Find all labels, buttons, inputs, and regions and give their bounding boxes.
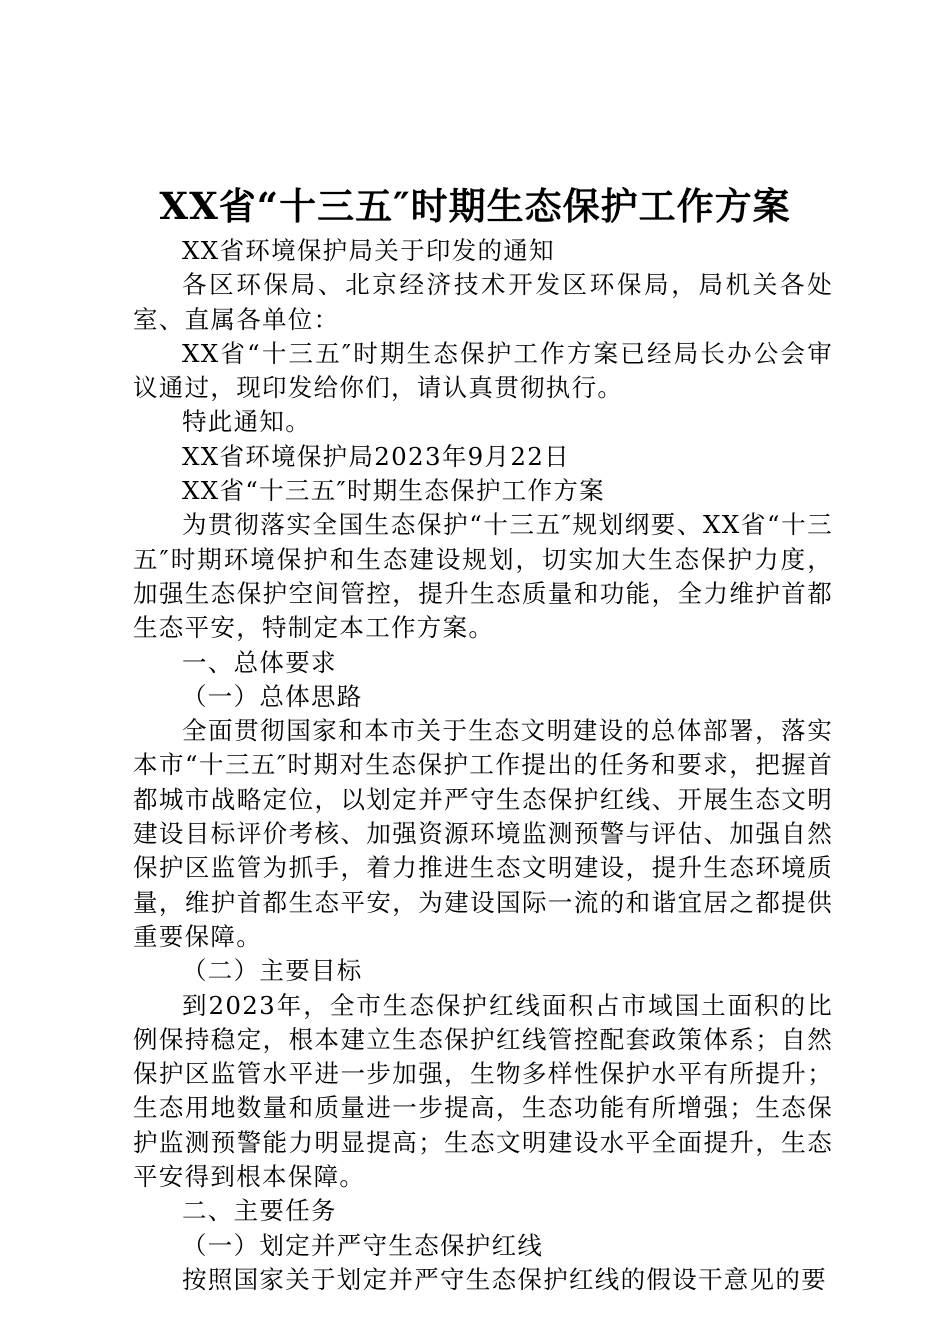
- issuer-date-line: XX省环境保护局2023年9月22日: [182, 441, 570, 471]
- subsection-heading-1-1: （一）总体思路: [182, 681, 363, 711]
- subsection-heading-1-2: （二）主要目标: [182, 956, 363, 986]
- addressee-paragraph: 各区环保局、北京经济技术开发区环保局，局机关各处室、直属各单位：: [133, 270, 833, 334]
- document-body: [133, 234, 833, 1297]
- red-line-paragraph: 按照国家关于划定并严守生态保护红线的假设干意见的要: [182, 1264, 827, 1294]
- section-heading-1: 一、总体要求: [182, 647, 337, 677]
- intro-paragraph: 为贯彻落实全国生态保护“十三五″规划纲要、XX省“十三五″时期环境保护和生态建设规划，切实加大生态保护力度，加强生态保护空间管控，提升生态质量和功能，全力维护首都生态平安，特制定本工作方案。: [133, 510, 833, 643]
- notice-body-paragraph: XX省“十三五″时期生态保护工作方案已经局长办公会审议通过，现印发给你们，请认真贯彻执行。: [133, 338, 833, 403]
- main-goals-paragraph: 到2023年，全市生态保护红线面积占市域国土面积的比例保持稳定，根本建立生态保护红线管控配套政策体系；自然保护区监管水平进一步加强，生物多样性保护水平有所提升；生态用地数量和质量进一步提高，生态功能有所增强；生态保护监测预警能力明显提高；生态文明建设水平全面提升，生态平安得到根本保障。: [133, 990, 833, 1192]
- plan-title-line: XX省“十三五″时期生态保护工作方案: [182, 476, 605, 506]
- overall-approach-paragraph: 全面贯彻国家和本市关于生态文明建设的总体部署，落实本市“十三五″时期对生态保护工作提出的任务和要求，把握首都城市战略定位，以划定并严守生态保护红线、开展生态文明建设目标评价考核、加强资源环境监测预警与评估、加强自然保护区监管为抓手，着力推进生态文明建设，提升生态环境质量，维护首都生态平安，为建设国际一流的和谐宜居之都提供重要保障。: [133, 716, 833, 951]
- notice-heading: XX省环境保护局关于印发的通知: [182, 236, 555, 265]
- section-heading-2: 二、主要任务: [182, 1196, 337, 1226]
- notice-closing: 特此通知。: [182, 407, 311, 437]
- subsection-heading-2-1: （一）划定并严守生态保护红线: [182, 1230, 544, 1260]
- document-title: XX省“十三五″时期生态保护工作方案: [159, 184, 791, 228]
